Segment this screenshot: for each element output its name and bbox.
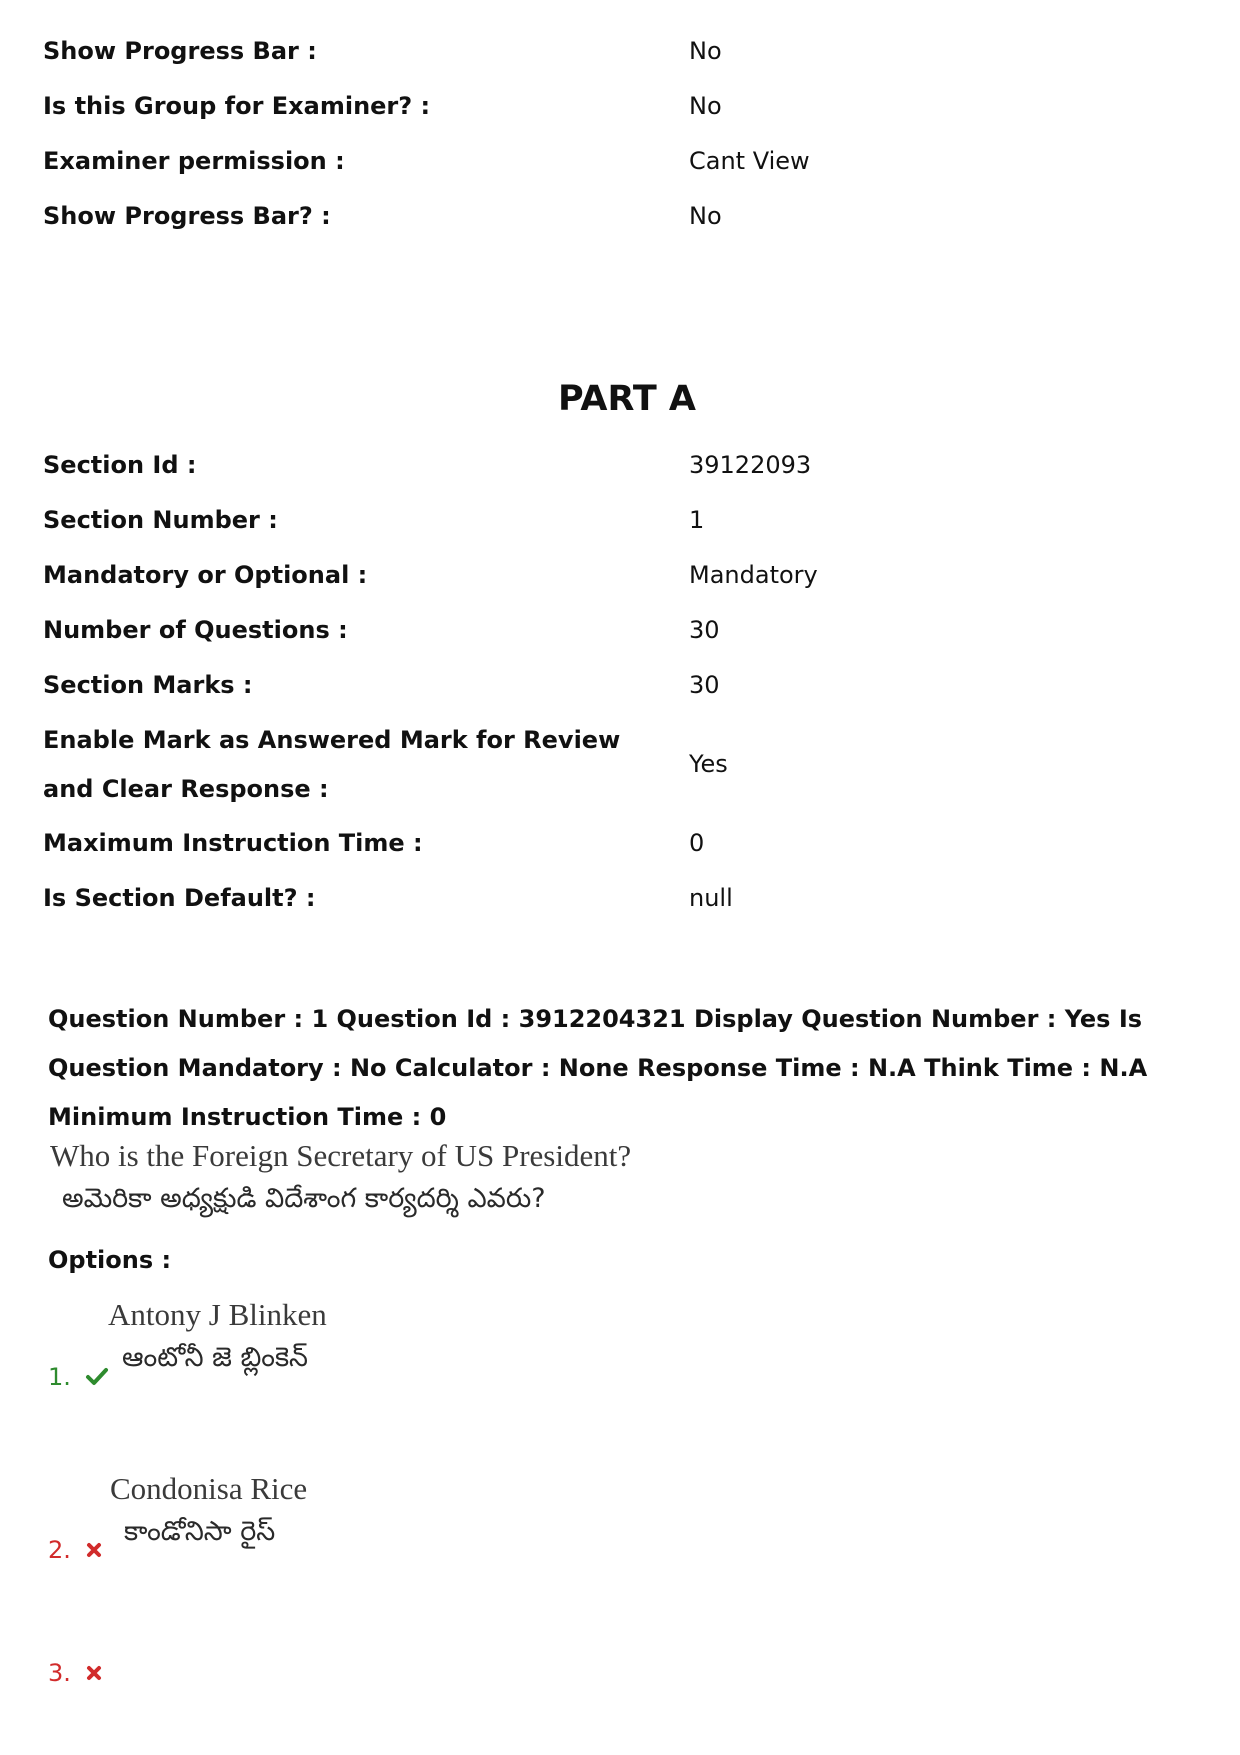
options-label: Options :	[48, 1246, 172, 1274]
section-label: Enable Mark as Answered Mark for Review and Clear Response :	[43, 726, 621, 803]
setting-label: Show Progress Bar :	[43, 37, 317, 65]
section-value: 0	[689, 829, 705, 857]
option-number: 1.	[48, 1362, 109, 1393]
question-text-telugu: అమెరికా అధ్యక్షుడి విదేశాంగ కార్యదర్శి ఎవరు?	[62, 1183, 546, 1214]
section-row-enable-mark	[43, 716, 1193, 814]
setting-label: Is this Group for Examiner? :	[43, 92, 431, 120]
setting-label: Show Progress Bar? :	[43, 202, 331, 230]
section-label: Number of Questions :	[43, 616, 348, 644]
check-icon	[85, 1363, 109, 1393]
setting-value: No	[689, 202, 722, 230]
section-value: 39122093	[689, 451, 812, 479]
section-label: Maximum Instruction Time :	[43, 829, 423, 857]
option-number: 3.	[48, 1658, 103, 1689]
section-value: 30	[689, 671, 720, 699]
setting-value: Cant View	[689, 147, 810, 175]
option-text-telugu: కాండోనిసా రైస్	[124, 1516, 276, 1547]
cross-icon	[85, 1536, 103, 1566]
setting-value: No	[689, 37, 722, 65]
section-label: Mandatory or Optional :	[43, 561, 368, 589]
question-meta: Question Number : 1 Question Id : 3912204321 Display Question Number : Yes Is Question Mandatory : No Calculator : None Response Time : N.A Think Time : N.A Minimum Instruction Time : 0	[48, 1005, 1148, 1131]
option-number: 2.	[48, 1535, 103, 1566]
option-text-english: Antony J Blinken	[108, 1297, 327, 1332]
setting-value: No	[689, 92, 722, 120]
option-text-english: Condonisa Rice	[110, 1471, 308, 1506]
section-label: Section Number :	[43, 506, 278, 534]
section-value: Mandatory	[689, 561, 818, 589]
setting-label: Examiner permission :	[43, 147, 345, 175]
option-text-telugu: ఆంటోనీ జె బ్లింకెన్	[122, 1342, 308, 1373]
section-label: Is Section Default? :	[43, 884, 316, 912]
part-title: PART A	[557, 379, 697, 419]
section-label: Section Id :	[43, 451, 197, 479]
section-value: 30	[689, 616, 720, 644]
section-value: 1	[689, 506, 705, 534]
cross-icon	[85, 1659, 103, 1689]
question-text-english: Who is the Foreign Secretary of US President?	[50, 1138, 632, 1173]
section-value: null	[689, 884, 733, 912]
section-label: Section Marks :	[43, 671, 253, 699]
section-value: Yes	[689, 750, 728, 778]
